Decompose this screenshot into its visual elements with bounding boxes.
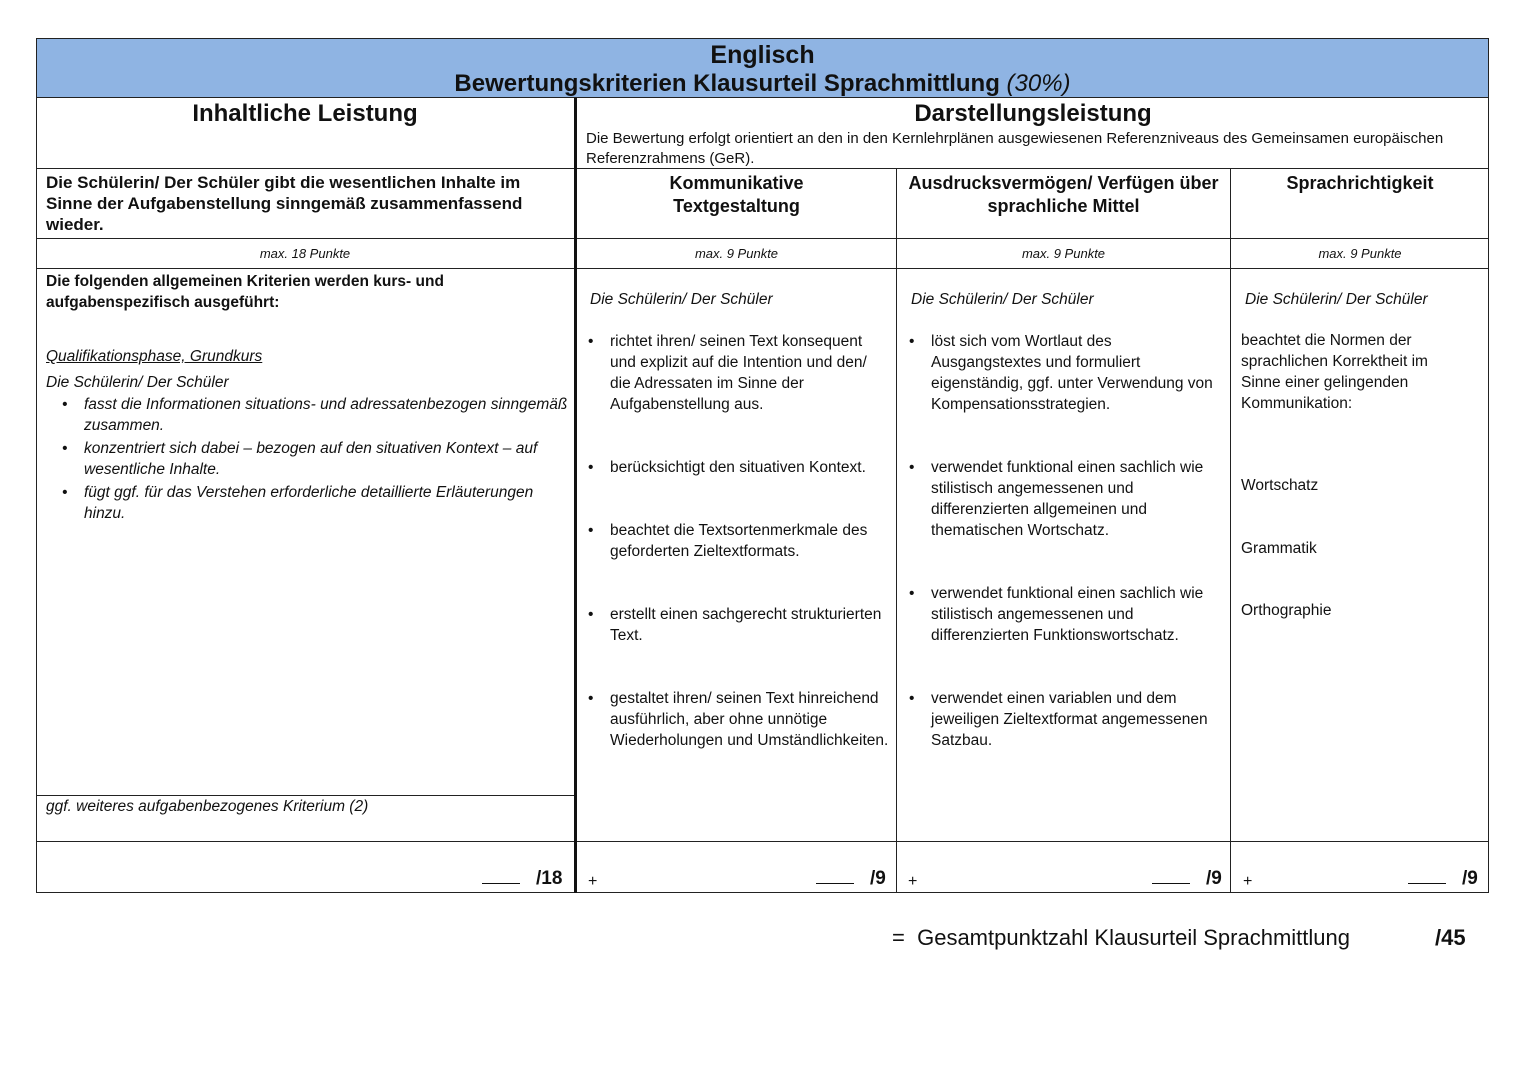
total-score: /45 [1435, 925, 1466, 950]
list-item: • beachtet die Textsortenmerkmale des geforderten Zieltextformats. [588, 522, 868, 560]
list-item: • verwendet funktional einen sachlich wie stilistisch angemessenen und differenzierten allgemeinen und thematischen Wortschatz. [909, 459, 1204, 539]
presentation-note: Die Bewertung erfolgt orientiert an den in den Kernlehrplänen ausgewiesenen Referenzniveaus des Gemeinsamen europäischen Referenzrahmens (GeR). [586, 130, 1444, 167]
content-title: Inhaltliche Leistung [192, 100, 418, 127]
list-item: • fasst die Informationen situations- und adressatenbezogen sinngemäß zusammen. [62, 396, 568, 434]
divider [896, 168, 897, 893]
extra-criterion: ggf. weiteres aufgabenbezogenes Kriterium (2) [46, 798, 369, 815]
col-expression-title: Ausdrucksvermögen/ Verfügen über sprachliche Mittel [908, 173, 1219, 216]
subject-title: Englisch [710, 41, 815, 69]
student-label: Die Schülerin/ Der Schüler [911, 291, 1094, 308]
accuracy-item-orthography: Orthographie [1241, 602, 1332, 619]
divider [36, 268, 1489, 269]
sheet-title: Bewertungskriterien Klausurteil Sprachmittlung (30%) [454, 70, 1071, 97]
col-expression-max: max. 9 Punkte [1021, 246, 1106, 261]
student-label: Die Schülerin/ Der Schüler [46, 374, 229, 391]
communication-score: /9 [816, 868, 886, 890]
list-item: • fügt ggf. für das Verstehen erforderliche detaillierte Erläuterungen hinzu. [62, 484, 534, 522]
content-max-points: max. 18 Punkte [259, 246, 351, 261]
col-accuracy-max: max. 9 Punkte [1318, 246, 1402, 261]
col-communication-title: Kommunikative Textgestaltung [669, 173, 804, 216]
score-blank[interactable] [816, 869, 854, 884]
accuracy-item-grammar: Grammatik [1241, 540, 1317, 557]
content-criteria-list [58, 394, 572, 524]
student-label: Die Schülerin/ Der Schüler [590, 291, 773, 308]
list-item: • gestaltet ihren/ seinen Text hinreichend ausführlich, aber ohne unnötige Wiederholungen und Umständlichkeiten. [588, 690, 889, 749]
list-item: • erstellt einen sachgerecht strukturierten Text. [588, 606, 882, 644]
list-item: • verwendet einen variablen und dem jeweiligen Zieltextformat angemessenen Satzbau. [909, 690, 1208, 749]
list-item: • berücksichtigt den situativen Kontext. [588, 459, 866, 476]
student-label: Die Schülerin/ Der Schüler [1245, 291, 1428, 308]
presentation-title: Darstellungsleistung [914, 100, 1152, 127]
communication-list [584, 331, 890, 751]
col-accuracy-title: Sprachrichtigkeit [1286, 173, 1434, 193]
list-item: • löst sich vom Wortlaut des Ausgangstextes und formuliert eigenständig, ggf. unter Verwendung von Kompensationsstrategien. [909, 333, 1213, 413]
accuracy-item-vocabulary: Wortschatz [1241, 477, 1319, 494]
divider [1230, 168, 1231, 893]
content-intro: Die folgenden allgemeinen Kriterien werden kurs- und aufgabenspezifisch ausgeführt: [46, 273, 444, 311]
content-subtitle: Die Schülerin/ Der Schüler gibt die wesentlichen Inhalte im Sinne der Aufgabenstellung sinngemäß zusammenfassend wieder. [46, 173, 523, 234]
score-blank[interactable] [1152, 869, 1190, 884]
content-score: /18 [482, 868, 562, 890]
col-communication-max: max. 9 Punkte [694, 246, 779, 261]
accuracy-score: /9 [1408, 868, 1478, 890]
score-blank[interactable] [1408, 869, 1446, 884]
list-item: • konzentriert sich dabei – bezogen auf den situativen Kontext – auf wesentliche Inhalte. [62, 440, 538, 478]
expression-list [905, 331, 1223, 751]
list-item: • richtet ihren/ seinen Text konsequent und explizit auf die Intention und den/ die Adressaten im Sinne der Aufgabenstellung aus. [588, 333, 867, 413]
list-item: • verwendet funktional einen sachlich wie stilistisch angemessenen und differenzierten Funktionswortschatz. [909, 585, 1204, 644]
divider [36, 238, 1489, 239]
total-label: = Gesamtpunktzahl Klausurteil Sprachmittlung [892, 925, 1350, 950]
score-blank[interactable] [482, 869, 520, 884]
plus-sign: + [908, 873, 918, 890]
accuracy-intro: beachtet die Normen der sprachlichen Korrektheit im Sinne einer gelingenden Kommunikation: [1241, 332, 1428, 412]
expression-score: /9 [1152, 868, 1222, 890]
plus-sign: + [1243, 873, 1253, 890]
course-phase: Qualifikationsphase, Grundkurs [46, 348, 263, 365]
plus-sign: + [588, 873, 598, 890]
divider [36, 841, 1489, 842]
table-header [36, 38, 1489, 98]
